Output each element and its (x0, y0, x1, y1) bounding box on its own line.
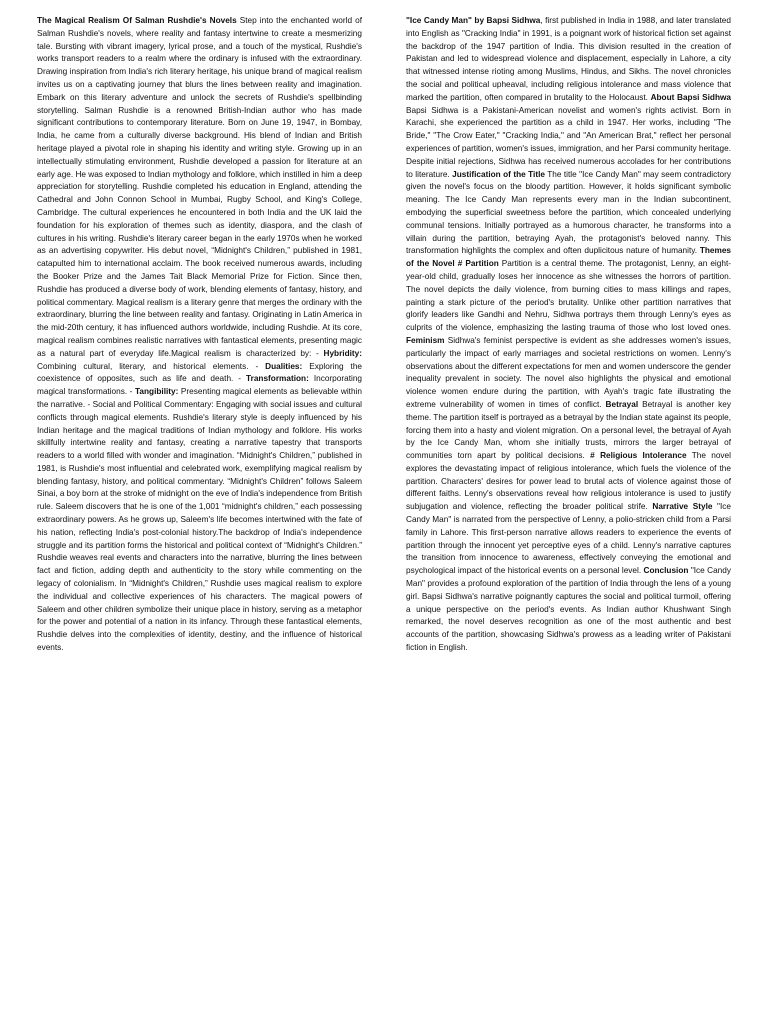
ice-candy-man-title: "Ice Candy Man" by Bapsi Sidhwa (406, 16, 541, 25)
rushdie-article-title: The Magical Realism Of Salman Rushdie's Novels (37, 16, 237, 25)
themes-heading: Themes of the Novel # Partition (406, 246, 731, 269)
rushdie-body-text-continued: Presenting magical elements as believable within the narrative. - Social and Political Commentary: Engaging with social issues and cultural conflicts through magical elements. Rushdie's literary style is deeply influenced by his Indian heritage and the magical traditions of Indian mythology and folklore. His works skillfully intertwine reality and fantasy, creating a narrative tapestry that transports readers to a world filled with wonder and imagination. “Midnight's Children,” published in 1981, is Rushdie's most influential and celebrated work, exemplifying magical realism by blending fantasy, history, and political commentary. “Midnight's Children” follows Saleem Sinai, a boy born at the stroke of midnight on the eve of India's independence from British rule. Saleem discovers that he is one of the 1,001 “midnight's children,” each possessing extraordinary powers. As he grows up, Saleem's life becomes intertwined with the fate of his nation, reflecting India's post-colonial history.The backdrop of India's independence struggle and its partition forms the historical and political context of “Midnight's Children.” Rushdie weaves real events and characters into the narrative, blurring the lines between fact and fiction, adding depth and authenticity to the story while commenting on the legacy of colonialism. In “Midnight's Children,” Rushdie uses magical realism to explore the individual and collective experiences of his characters. The magical powers of Saleem and other children symbolize their unique place in history, serving as a metaphor for the power and potential of a nation in its infancy. Through these fantastical elements, Rushdie delves into the complexities of identity, destiny, and the influence of historical events. (37, 387, 362, 653)
feminism-heading: Feminism (406, 335, 445, 345)
dualities-text: Exploring the coexistence of opposites, such as life and death. - (37, 361, 362, 384)
hybridity-text: Combining cultural, literary, and historical elements. - (37, 361, 266, 371)
rushdie-body-text: Step into the enchanted world of Salman Rushdie's novels, where reality and fantasy intertwine to create a mesmerizing tale. Bursting with vibrant imagery, lyrical prose, and a touch of the mystical, Rushdie's works transport readers to a realm where the ordinary is infused with the extraordinary. Drawing inspiration from India's rich literary heritage, his unique brand of magical realism invites us on a captivating journey that blurs the lines between reality and imagination. Embark on this literary adventure and unlock the secrets of Rushdie's spellbinding storytelling. Salman Rushdie is a renowned British-Indian author who has made significant contributions to contemporary literature. Born on June 19, 1947, in Bombay, India, he came from a culturally diverse background. His blend of Indian and British heritage played a pivotal role in shaping his identity and writing style. Growing up in an intellectually stimulating environment, Rushdie developed a passion for literature at an early age. He was exposed to Indian mythology and folklore, which instilled in him a deep appreciation for storytelling. Rushdie completed his education in England, attending the Cathedral and John Connon School in Mumbai, Rugby School, and King's College, Cambridge. The cultural experiences he encountered in both India and the UK laid the foundation for his exploration of themes such as identity, diaspora, and the clash of cultures in his writing. Rushdie's literary career began in the early 1970s when he worked as an advertising copywriter. His debut novel, “Midnight's Children,” published in 1981, catapulted him to international acclaim. The book received numerous awards, including the Booker Prize and the James Tait Black Memorial Prize for Fiction. Since then, Rushdie has produced a diverse body of work, blending elements of fantasy, history, and political commentary. Magical realism is a literary genre that merges the ordinary with the extraordinary, blurring the line between reality and fantasy. Originating in Latin America in the mid-20th century, it has influenced authors worldwide, including Rushdie. At its core, magical realism combines realistic narratives with fantastical elements, presenting magic as a natural part of everyday life.Magical realism is characterized by: - (37, 16, 362, 358)
conclusion-text: "Ice Candy Man" provides a profound exploration of the partition of India through the lens of a young girl. Bapsi Sidhwa's narrative poignantly captures the social and political turmoil, offering a unique perspective on the period's events. As Indian author Khushwant Singh remarked, the novel deserves recognition as one of the most authentic and best accounts of the partition, showcasing Sidhwa's prowess as a leading writer of Pakistani fiction in English. (406, 566, 731, 653)
transformation-text: Incorporating magical transformations. - (37, 374, 362, 397)
right-column-article (406, 15, 731, 655)
betrayal-heading: Betrayal (605, 399, 639, 409)
ice-candy-man-intro: , first published in India in 1988, and later translated into English as "Cracking India" in 1991, is a poignant work of historical fiction set against the backdrop of the 1947 partition of India. This division resulted in the creation of Pakistan and led to widespread violence and displacement, especially in Lahore, a city that witnessed intense rioting among Muslims, Hindus, and Sikhs. The novel chronicles the social and political upheaval, including religious intolerance and mass violence that marked the partition, often compared in brutality to the Holocaust. (406, 16, 731, 102)
about-author-heading: About Bapsi Sidhwa (650, 92, 731, 102)
narrative-style-heading: Narrative Style (652, 502, 713, 512)
partition-theme-text: Partition is a central theme. The protagonist, Lenny, an eight-year-old child, gradually loses her innocence as she witnesses the horrors of partition. The novel depicts the daily violence, from burning cities to mass killings and rapes, painting a stark picture of the period's brutality. Unlike other partition narratives that glorify leaders like Gandhi and Nehru, Sidhwa portrays them through Lenny's eyes as culprits of the violence, emphasizing the lasting trauma of those who lost loved ones. (406, 259, 731, 333)
left-column-article (37, 15, 362, 655)
about-author-text: Bapsi Sidhwa is a Pakistani-American novelist and women's rights activist. Born in Karachi, she experienced the partition as a child in 1947. Her works, including "The Bride," "The Crow Eater," "Cracking India," and "An American Brat," reflect her personal experiences of partition, women's issues, immigration, and her Parsi community heritage. Despite initial rejections, Sidhwa has received numerous accolades for her contributions to literature. (406, 105, 731, 179)
transformation-label: Transformation: (246, 374, 309, 384)
dualities-label: Dualities: (265, 361, 303, 371)
religious-intolerance-text: The novel explores the devastating impact of religious intolerance, which fuels the violence of the partition. Characters' desires for power lead to brutal acts of violence against those of different faiths. Lenny's observations reveal how religious intolerance is used to justify subjugation and violence, reflecting the broader political strife. (406, 451, 731, 512)
feminism-text: Sidhwa's feminist perspective is evident as she addresses women's issues, particularly the impact of early marriages and societal restrictions on women. Lenny's observations about the different expectations for men and women underscore the gender inequality prevalent in society. The novel also highlights the physical and emotional violence women endure during the partition, with Ayah's tragic fate illustrating the extreme vulnerability of women in times of conflict. (406, 335, 731, 409)
religious-intolerance-heading: # Religious Intolerance (590, 451, 687, 461)
title-justification-text: The title "Ice Candy Man" may seem contradictory given the novel's focus on the bloody partition. However, it holds significant symbolic meaning. The Ice Candy Man represents every man in the Indian subcontinent, embodying the superficial sweetness before the partition, which concealed underlying communal tensions. Initially portrayed as a humorous character, he transforms into a villain during the partition, betraying Ayah, the protagonist's beloved nanny. This transformation highlights the complex and often duplicitous nature of humanity. (406, 169, 732, 256)
title-justification-heading: Justification of the Title (452, 169, 545, 179)
betrayal-text: Betrayal is another key theme. The partition itself is portrayed as a betrayal by the Indian state against its people, forcing them into a hasty and violent migration. On a personal level, the betrayal of Ayah by the Ice Candy Man, whom she initially trusts, mirrors the larger betrayal of communities torn apart by political decisions. (406, 399, 732, 461)
hybridity-label: Hybridity: (323, 348, 362, 358)
tangibility-label: Tangibility: (134, 387, 179, 397)
conclusion-heading: Conclusion (643, 566, 689, 576)
narrative-style-text: "Ice Candy Man" is narrated from the perspective of Lenny, a polio-stricken child from a Parsi family in Lahore. This first-person narrative allows readers to experience the events of partition through the innocent yet perceptive eyes of a child. Lenny's narrative captures the transition from innocence to awareness, effectively conveying the emotional and psychological impact of the historical events on a personal level. (406, 502, 731, 576)
